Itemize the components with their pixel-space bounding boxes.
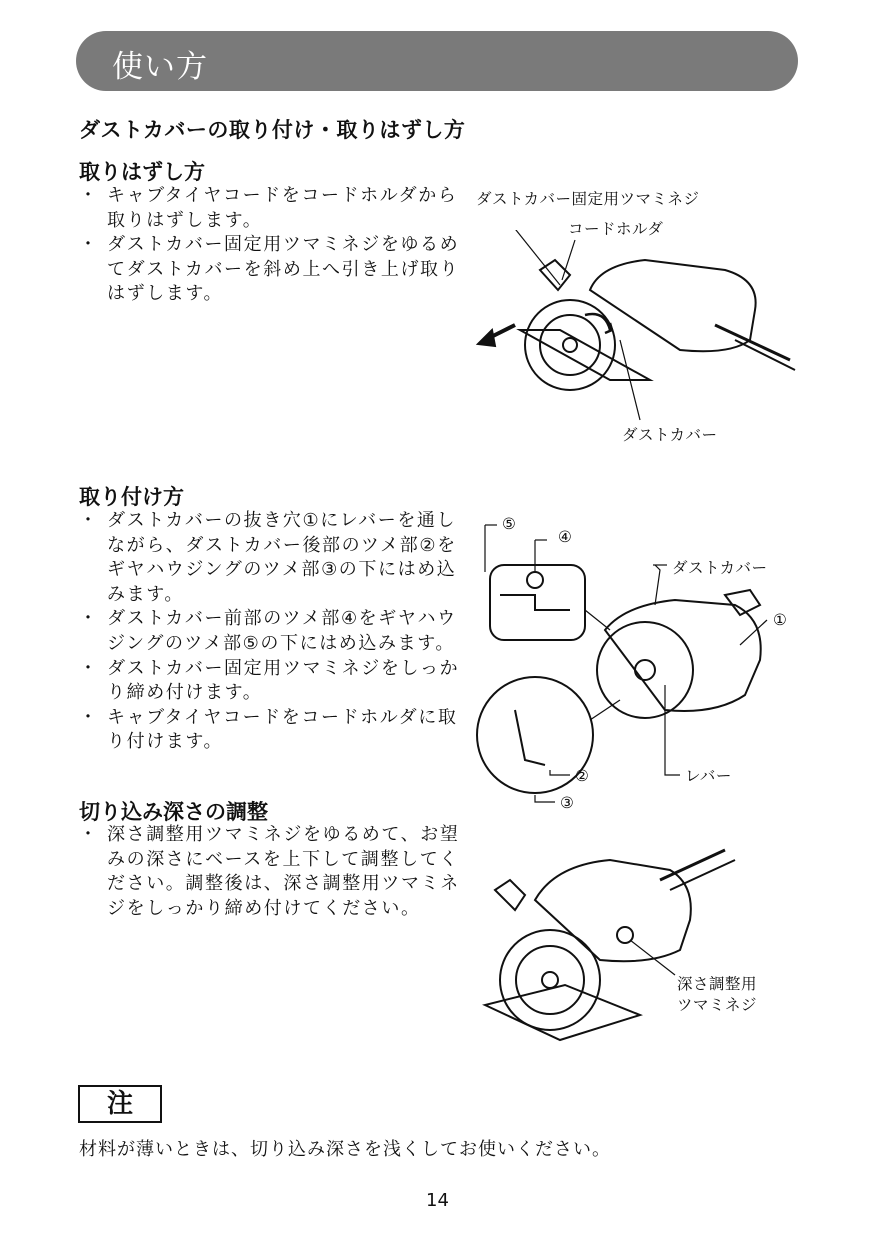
header-banner — [76, 31, 798, 91]
dust-port — [495, 880, 525, 910]
list-item: ・ ダストカバー固定用ツマミネジをしっかり締め付けます。 — [79, 657, 460, 704]
saw-arbor — [563, 338, 577, 352]
power-cord — [660, 850, 725, 880]
note-text: 材料が薄いときは、切り込み深さを浅くしてお使いください。 — [79, 1139, 611, 1160]
leader-line — [630, 940, 675, 975]
removal-illustration — [470, 230, 800, 430]
dust-port — [540, 260, 570, 290]
depth-list — [79, 823, 465, 921]
saw-arbor — [542, 972, 558, 988]
note-label: 注 — [78, 1085, 162, 1123]
label-cord-holder: コードホルダ — [568, 220, 664, 238]
removal-list — [79, 184, 465, 307]
attachment-heading: 取り付け方 — [79, 485, 184, 509]
list-item: ・ ダストカバーの抜き穴①にレバーを通しながら、ダストカバー後部のツメ部②をギヤハウジングのツメ部③の下にはめ込みます。 — [79, 510, 457, 605]
attachment-list — [79, 509, 465, 755]
dust-port — [725, 590, 760, 615]
depth-illustration — [480, 840, 740, 1060]
label-dust-cover: ダストカバー — [622, 426, 718, 444]
label-depth-knob-1: 深さ調整用 — [677, 975, 758, 993]
label-dust-cover-2: ダストカバー — [672, 559, 768, 577]
label-n3: ③ — [560, 794, 575, 812]
list-item: ・ キャブタイヤコードをコードホルダから取りはずします。 — [79, 185, 458, 231]
label-n4: ④ — [558, 528, 573, 546]
label-n1: ① — [773, 611, 788, 629]
list-item: ・ ダストカバー前部のツメ部④をギヤハウジングのツメ部⑤の下にはめ込みます。 — [79, 608, 457, 654]
label-lever: レバー — [685, 767, 732, 785]
removal-heading: 取りはずし方 — [79, 160, 205, 184]
saw-blade-guard — [597, 622, 693, 718]
list-item: ・ キャブタイヤコードをコードホルダに取り付けます。 — [79, 706, 458, 753]
detail-inset-top — [490, 565, 585, 640]
saw-blade — [516, 946, 584, 1014]
section-title: ダストカバーの取り付け・取りはずし方 — [79, 118, 466, 142]
list-item: ・ 深さ調整用ツマミネジをゆるめて、お望みの深さにベースを上下して調整してください。調整後は、深さ調整用ツマミネジをしっかり締め付けてください。 — [79, 824, 460, 919]
label-n5: ⑤ — [502, 515, 517, 533]
label-depth-knob-2: ツマミネジ — [677, 996, 758, 1014]
label-knob-screw: ダストカバー固定用ツマミネジ — [476, 190, 700, 208]
depth-heading: 切り込み深さの調整 — [79, 800, 268, 824]
page-number: 14 — [426, 1190, 449, 1211]
saw-base — [520, 330, 650, 380]
power-cord-line — [735, 340, 795, 370]
list-item: ・ ダストカバー固定用ツマミネジをゆるめてダストカバーを斜め上へ引き上げ取りはずします。 — [79, 234, 460, 305]
label-n2: ② — [575, 767, 590, 785]
saw-arbor — [635, 660, 655, 680]
dust-cover — [605, 600, 761, 711]
leader-line — [500, 230, 560, 285]
page-title: 使い方 — [112, 49, 208, 85]
saw-blade-guard — [525, 300, 615, 390]
